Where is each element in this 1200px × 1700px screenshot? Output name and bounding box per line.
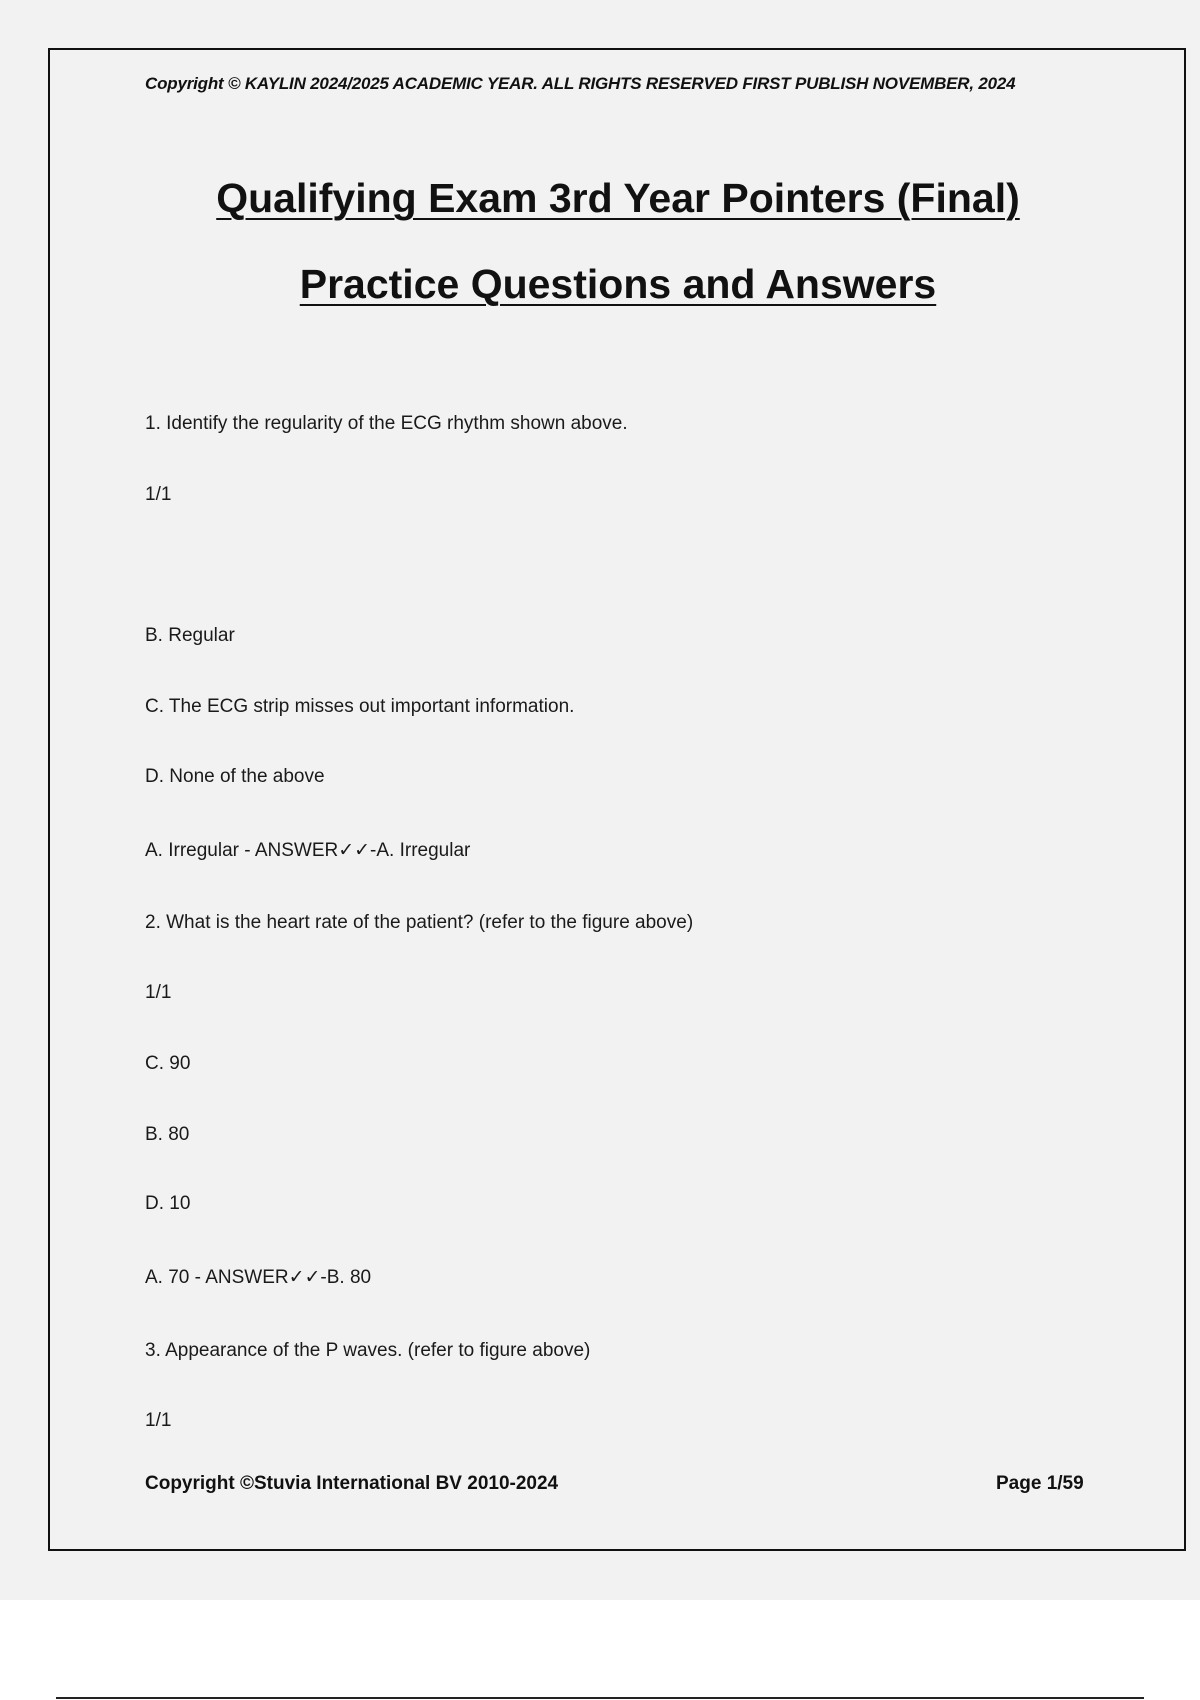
question-1-score: 1/1 (145, 484, 172, 505)
question-2-option-d: D. 10 (145, 1193, 191, 1214)
question-1-option-c: C. The ECG strip misses out important information. (145, 696, 575, 717)
next-page-rule (56, 1697, 1144, 1699)
page-number: Page 1/59 (996, 1473, 1084, 1494)
question-2-answer: A. 70 - ANSWER✓✓-B. 80 (145, 1267, 372, 1288)
question-2-option-c: C. 90 (145, 1053, 191, 1074)
document-title-line-1: Qualifying Exam 3rd Year Pointers (Final) (216, 175, 1020, 221)
header-copyright: Copyright © KAYLIN 2024/2025 ACADEMIC YEAR. ALL RIGHTS RESERVED FIRST PUBLISH NOVEMBER, 2024 (145, 74, 1016, 93)
question-1: 1. Identify the regularity of the ECG rhythm shown above. (145, 413, 628, 434)
question-2: 2. What is the heart rate of the patient? (refer to the figure above) (145, 912, 694, 933)
question-3: 3. Appearance of the P waves. (refer to figure above) (145, 1340, 591, 1361)
question-2-option-b: B. 80 (145, 1124, 190, 1145)
question-2-score: 1/1 (145, 982, 172, 1003)
question-1-option-b: B. Regular (145, 625, 235, 646)
question-3-score: 1/1 (145, 1410, 172, 1431)
question-1-option-d: D. None of the above (145, 766, 325, 787)
document-title-line-2: Practice Questions and Answers (299, 261, 937, 307)
question-1-answer: A. Irregular - ANSWER✓✓-A. Irregular (145, 840, 471, 861)
footer-copyright: Copyright ©Stuvia International BV 2010-2024 (145, 1473, 559, 1494)
